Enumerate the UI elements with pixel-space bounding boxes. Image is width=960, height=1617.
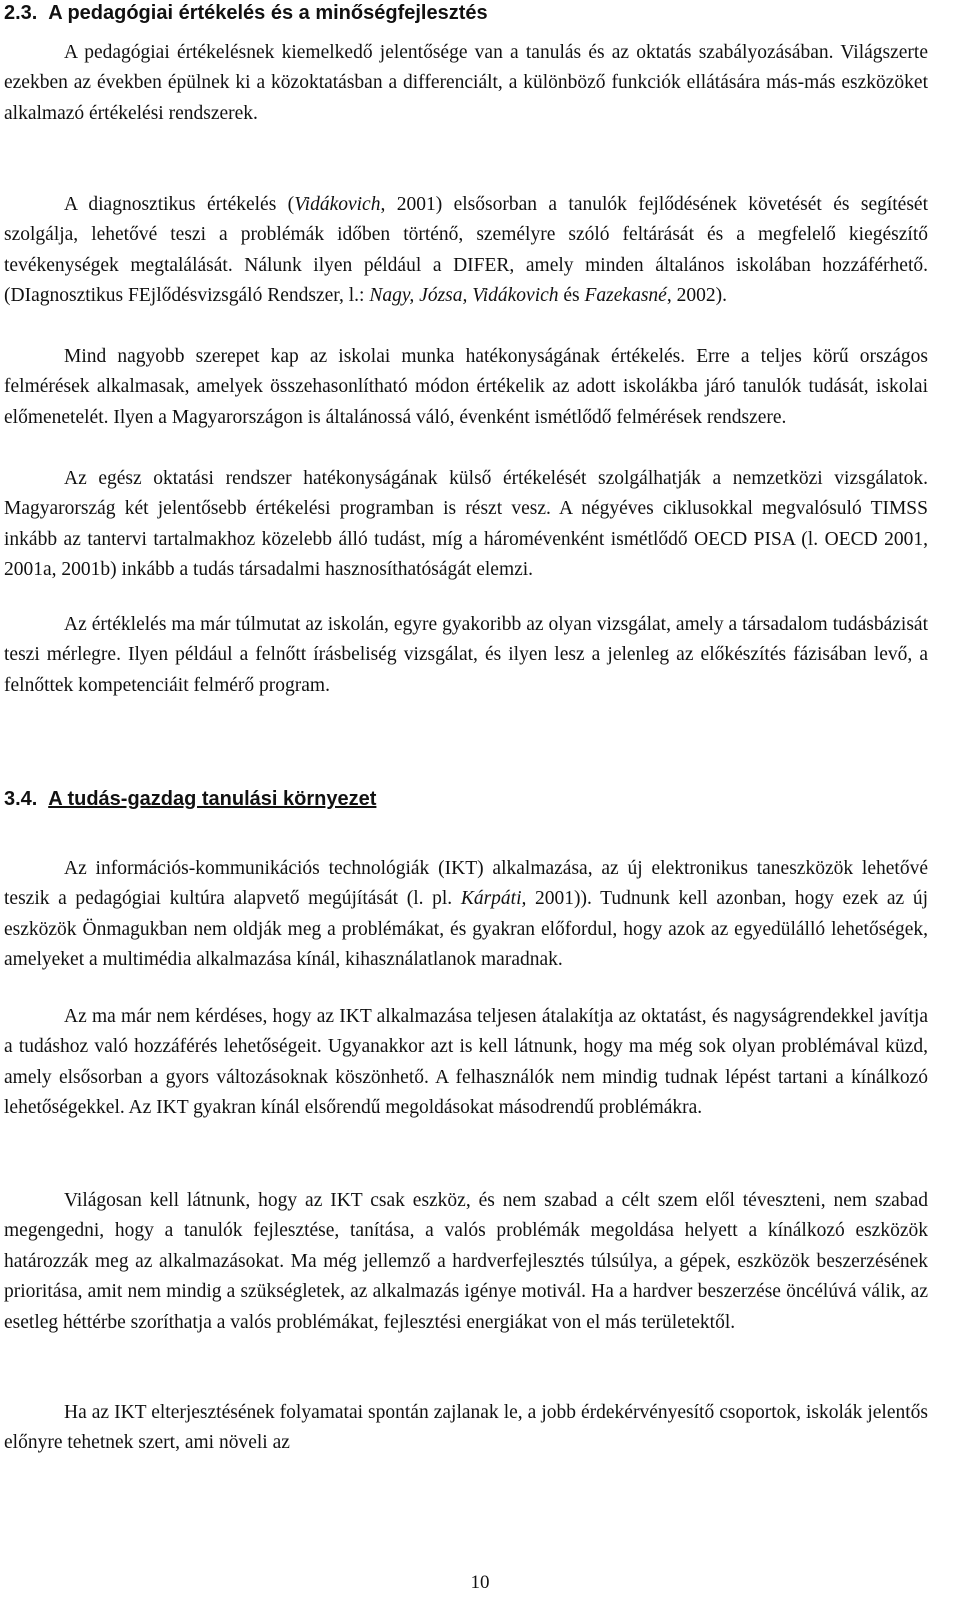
section-heading <box>4 2 488 25</box>
section-number: 3.4. <box>4 788 38 810</box>
paragraph <box>4 190 928 312</box>
section-heading <box>4 788 376 811</box>
text-run: Az ma már nem kérdéses, hogy az IKT alkalmazása teljesen átalakítja az oktatást, és nagyságrendekkel javítja a tudáshoz való hozzáférés lehetőségeit. Ugyanakkor azt is kell látnunk, hogy ma még sok olyan problémával küzd, amely elsősorban a gyors változásoknak köszönhető. A felhasználók nem mindig tudnak lépést tartani a kínálkozó lehetőségekkel. Az IKT gyakran kínál elsőrendű megoldásokat másodrendű problémákra. <box>4 1006 928 1119</box>
text-run: Az értéklelés ma már túlmutat az iskolán, egyre gyakoribb az olyan vizsgálat, amely a társadalom tudásbázisát teszi mérlegre. Ilyen például a felnőtt írásbeliség vizsgálat, és ilyen lesz a jelenleg az előkészítés fázisában levő, a felnőttek kompetenciáit felmérő program. <box>4 614 928 696</box>
text-run: Ha az IKT elterjesztésének folyamatai spontán zajlanak le, a jobb érdekérvényesítő csoportok, iskolák jelentős előnyre tehetnek szert, ami növeli az <box>4 1402 928 1454</box>
text-run: Világosan kell látnunk, hogy az IKT csak eszköz, és nem szabad a célt szem elől téveszteni, nem szabad megengedni, hogy a tanulók fejlesztése, tanítása, a valós problémák megoldása helyett a kínálkozó eszközök határozzák meg az alkalmazásokat. Ma még jellemző a hardverfejlesztés túlsúlya, a gépek, eszközök beszerzésének prioritása, amit nem mindig a szükségletek, az alkalmazás igénye motivál. Ha a hardver beszerzése öncélúvá válik, az esetleg héttérbe szoríthatja a valós problémákat, fejlesztési energiákat von el más területektől. <box>4 1190 928 1333</box>
section-title: A pedagógiai értékelés és a minőségfejlesztés <box>48 2 488 24</box>
text-run: Az információs-kommunikációs technológiák (IKT) alkalmazása, az új elektronikus taneszközök lehetővé teszik a pedagógiai kultúra alapvető megújítását (l. pl. <box>4 858 928 910</box>
paragraph <box>4 610 928 701</box>
paragraph <box>4 1398 928 1459</box>
italic-run: Kárpáti, <box>460 888 527 910</box>
text-run: A pedagógiai értékelésnek kiemelkedő jelentősége van a tanulás és az oktatás szabályozásában. Világszerte ezekben az években épülnek ki a közoktatásban a differenciált, a különböző funkciók ellátására más-más eszközöket alkalmazó értékelési rendszerek. <box>4 42 928 124</box>
text-run: 2001)). Tudnunk kell azonban, hogy ezek az új eszközök Önmagukban nem oldják meg a problémákat, és gyakran előfordul, hogy azok az egyedülálló lehetőségek, amelyeket a multimédia alkalmazása kínál, kihasználatlanok maradnak. <box>4 888 928 971</box>
paragraph <box>4 1186 928 1338</box>
text-run: Mind nagyobb szerepet kap az iskolai munka hatékonyságának értékelés. Erre a teljes körű országos felmérések alkalmasak, amelyek összehasonlítható módon értékelik az adott iskolákba járó tanulók tudását, iskolai előmenetelét. Ilyen a Magyarországon is általánossá váló, évenként ismétlődő felmérések rendszere. <box>4 346 928 428</box>
paragraph <box>4 854 928 976</box>
paragraph <box>4 342 928 433</box>
text-run: , 2001) elsősorban a tanulók fejlődésének követését és segítését szolgálja, lehetővé teszi a problémák időben történő, személyre szóló feltárását és a megfelelő kiegészítő tevékenységek megtalálását. Nálunk ilyen például a DIFER, amely minden általános iskolában hozzáférhető. (DIagnosztikus FEjlődésvizsgáló Rendszer, l.: <box>4 194 929 307</box>
text-run: és <box>558 285 585 307</box>
section-number: 2.3. <box>4 2 38 24</box>
page-number: 10 <box>470 1572 490 1593</box>
section-title: A tudás-gazdag tanulási környezet <box>48 788 377 810</box>
italic-run: Fazekasné <box>584 285 667 307</box>
text-run: A diagnosztikus értékelés ( <box>64 194 295 215</box>
paragraph <box>4 38 928 129</box>
italic-run: Nagy, Józsa, Vidákovich <box>369 285 559 307</box>
text-run: , 2002). <box>666 285 727 307</box>
text-run: Az egész oktatási rendszer hatékonyságának külső értékelését szolgálhatják a nemzetközi vizsgálatok. Magyarország két jelentősebb értékelési programban is részt vesz. A négyéves ciklusokkal megvalósuló TIMSS inkább az tantervi tartalmakhoz közelebb álló tudást, míg a háromévenként ismétlődő OECD PISA (l. OECD 2001, 2001a, 2001b) inkább a tudás társadalmi hasznosíthatóságát elemzi. <box>4 468 928 581</box>
italic-run: Vidákovich <box>294 194 381 215</box>
paragraph <box>4 1002 928 1124</box>
paragraph <box>4 464 928 586</box>
